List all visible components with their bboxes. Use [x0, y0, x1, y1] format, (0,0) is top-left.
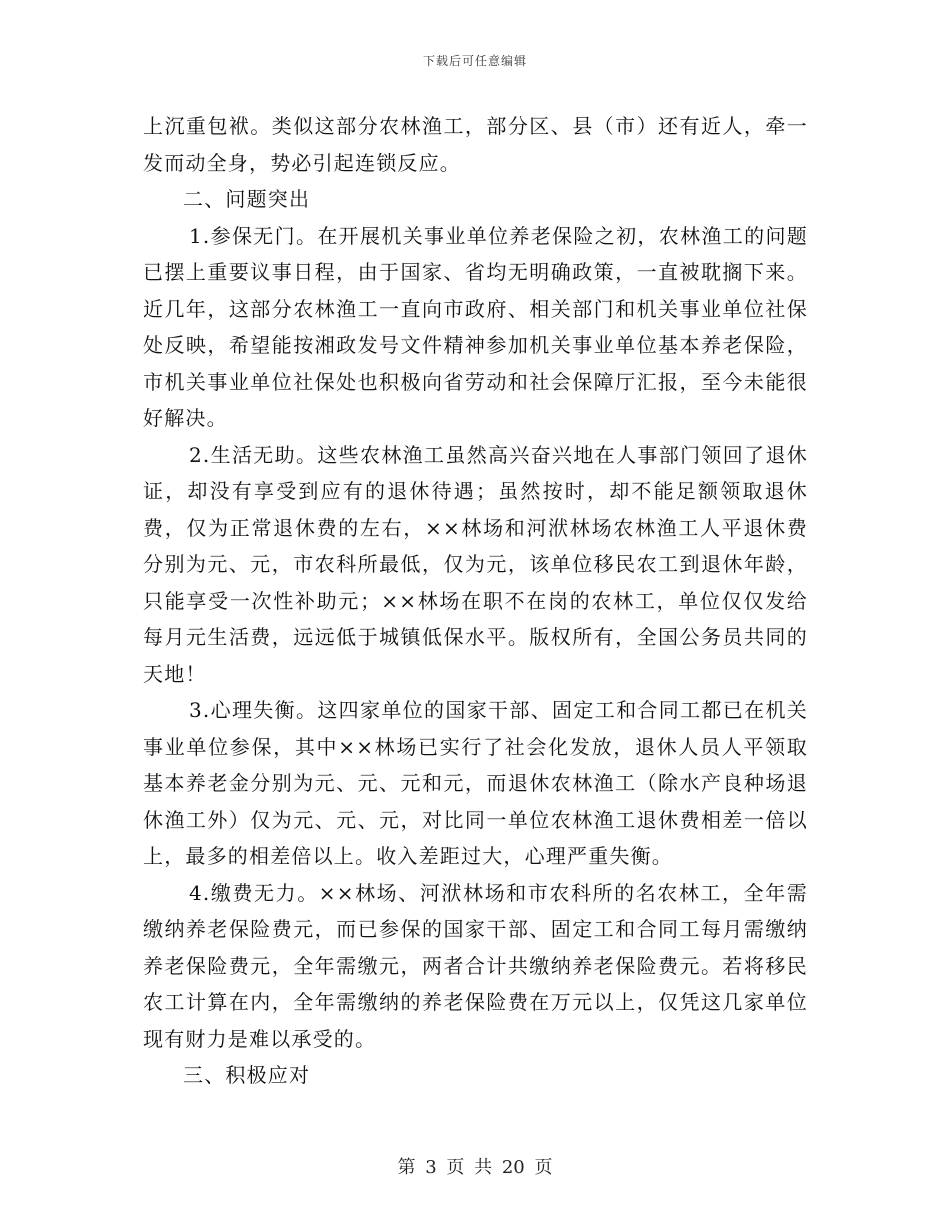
page-number-footer: 第 3 页 共 20 页: [397, 1157, 553, 1178]
paragraph-item-4: 4.缴费无力。××林场、河洑林场和市农科所的名农林工，全年需缴纳养老保险费元，而已参保的国家干部、固定工和合同工每月需缴纳养老保险费元，全年需缴元，两者合计共缴纳养老保险费元。若将移民农工计算在内，全年需缴纳的养老保险费在万元以上，仅凭这几家单位现有财力是难以承受的。: [143, 880, 808, 1051]
section-heading-response: 三、积极应对: [183, 1063, 311, 1087]
page-header: 下载后可任意编辑: [422, 54, 527, 68]
paragraph-continuation: 上沉重包袱。类似这部分农林渔工，部分区、县（市）还有近人，牵一发而动全身，势必引起连锁反应。: [143, 114, 808, 175]
paragraph-item-2: 2.生活无助。这些农林渔工虽然高兴奋兴地在人事部门领回了退休证，却没有享受到应有的退休待遇；虽然按时，却不能足额领取退休费，仅为正常退休费的左右，××林场和河洑林场农林渔工人平退休费分别为元、元，市农科所最低，仅为元，该单位移民农工到退休年龄，只能享受一次性补助元；××林场在职不在岗的农林工，单位仅仅发给每月元生活费，远远低于城镇低保水平。版权所有，全国公务员共同的天地！: [143, 442, 808, 686]
paragraph-item-3: 3.心理失衡。这四家单位的国家干部、固定工和合同工都已在机关事业单位参保，其中××林场已实行了社会化发放，退休人员人平领取基本养老金分别为元、元、元和元，而退休农林渔工（除水产良种场退休渔工外）仅为元、元、元，对比同一单位农林渔工退休费相差一倍以上，最多的相差倍以上。收入差距过大，心理严重失衡。: [143, 698, 808, 868]
section-heading-problems: 二、问题突出: [183, 187, 311, 211]
paragraph-item-1: 1.参保无门。在开展机关事业单位养老保险之初，农林渔工的问题已摆上重要议事日程，由于国家、省均无明确政策，一直被耽搁下来。近几年，这部分农林渔工一直向市政府、相关部门和机关事业单位社保处反映，希望能按湘政发号文件精神参加机关事业单位基本养老保险，市机关事业单位社保处也积极向省劳动和社会保障厅汇报，至今未能很好解决。: [143, 223, 808, 430]
document-body: [143, 108, 808, 1094]
